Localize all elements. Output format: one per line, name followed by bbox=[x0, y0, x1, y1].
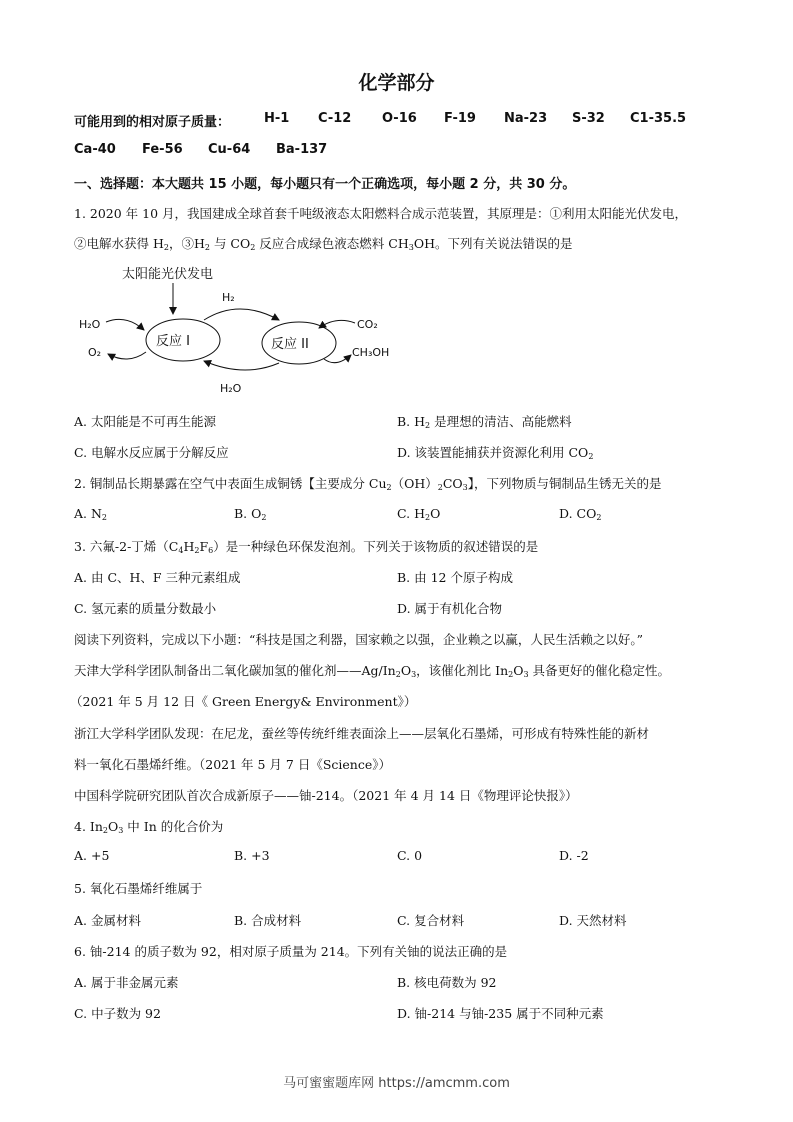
q5-stem: 5. 氧化石墨烯纤维属于 bbox=[74, 881, 203, 896]
q6-option-b[interactable]: B. 核电荷数为 92 bbox=[397, 975, 497, 990]
q2-option-d[interactable]: D. $CO_2$ bbox=[559, 506, 602, 522]
ch3oh-output-label: CH₃OH bbox=[352, 346, 390, 359]
solar-pv-label: 太阳能光伏发电 bbox=[122, 267, 214, 282]
q3-stem: 3. 六氟-2-丁烯$(C_4H_2F_6)$是一种绿色环保发泡剂。下列关于该物质的叙述错误的是 bbox=[74, 539, 539, 555]
mass-item: Fe-56 bbox=[142, 142, 183, 157]
section-heading: 一、选择题：本大题共 15 小题，每小题只有一个正确选项，每小题 2 分，共 30 分。 bbox=[74, 177, 576, 192]
q2-stem: 2. 铜制品长期暴露在空气中表面生成铜锈【主要成分 $Cu_2(OH)_2CO_3$】，下列物质与铜制品生锈无关的是 bbox=[74, 476, 662, 492]
q4-stem: 4. $In_2O_3$ 中 In 的化合价为 bbox=[74, 819, 224, 835]
reaction-2-label: 反应 II bbox=[271, 337, 309, 352]
reading-line-4: 浙江大学科学团队发现：在尼龙，蚕丝等传统纤维表面涂上——层氧化石墨烯，可形成有特殊性能的新材 bbox=[74, 726, 650, 741]
q5-option-d[interactable]: D. 天然材料 bbox=[559, 913, 627, 928]
h2-top-label: H₂ bbox=[222, 291, 235, 304]
q5-option-c[interactable]: C. 复合材料 bbox=[397, 913, 465, 928]
q1-stem-line2: ②电解水获得 $H_2$，$③H_2$ 与 $CO_2$ 反应合成绿色液态燃料 $CH_3OH$。下列有关说法错误的是 bbox=[74, 236, 573, 252]
mass-item: H-1 bbox=[264, 111, 290, 126]
q4-option-b[interactable]: B. +3 bbox=[234, 848, 270, 863]
q6-stem: 6. 铀-214 的质子数为 92，相对原子质量为 214。下列有关铀的说法正确的是 bbox=[74, 944, 508, 959]
q1-option-c[interactable]: C. 电解水反应属于分解反应 bbox=[74, 445, 229, 460]
reading-line-6: 中国科学院研究团队首次合成新原子——铀-214。（2021 年 4 月 14 日《物理评论快报》） bbox=[74, 788, 578, 803]
mass-item: C1-35.5 bbox=[630, 111, 687, 126]
q3-option-b[interactable]: B. 由 12 个原子构成 bbox=[397, 570, 513, 585]
reading-line-5: 料一氧化石墨烯纤维。（2021 年 5 月 7 日《Science》） bbox=[74, 757, 391, 772]
q6-option-c[interactable]: C. 中子数为 92 bbox=[74, 1006, 161, 1021]
h2o-return-arrow bbox=[204, 361, 279, 370]
atomic-masses-label: 可能用到的相对原子质量： bbox=[74, 115, 231, 130]
q4-option-d[interactable]: D. -2 bbox=[559, 848, 589, 863]
atomic-masses-row-1 bbox=[74, 111, 724, 131]
mass-item: S-32 bbox=[572, 111, 605, 126]
reaction-1-label: 反应 I bbox=[156, 334, 190, 349]
mass-item: Ba-137 bbox=[276, 142, 328, 157]
q1-stem-line1: 1. 2020 年 10 月，我国建成全球首套千吨级液态太阳燃料合成示范装置，其原理是：①利用太阳能光伏发电， bbox=[74, 206, 688, 221]
h2o-input-label: H₂O bbox=[79, 318, 101, 331]
q4-option-c[interactable]: C. 0 bbox=[397, 848, 423, 863]
q6-option-a[interactable]: A. 属于非金属元素 bbox=[74, 975, 179, 990]
mass-item: Cu-64 bbox=[208, 142, 251, 157]
atomic-masses-row-2 bbox=[74, 142, 724, 162]
mass-item: O-16 bbox=[382, 111, 417, 126]
h2o-bottom-label: H₂O bbox=[220, 382, 242, 395]
co2-input-arrow bbox=[319, 320, 355, 328]
co2-input-label: CO₂ bbox=[357, 318, 378, 331]
q2-option-a[interactable]: A. $N_2$ bbox=[74, 506, 108, 522]
h2-arrow bbox=[204, 309, 279, 320]
q5-option-b[interactable]: B. 合成材料 bbox=[234, 913, 302, 928]
q2-option-c[interactable]: C. $H_2O$ bbox=[397, 506, 441, 522]
q2-option-b[interactable]: B. $O_2$ bbox=[234, 506, 267, 522]
o2-output-arrow bbox=[108, 352, 146, 359]
reading-line-1: 阅读下列资料，完成以下小题：“科技是国之利器，国家赖之以强，企业赖之以赢，人民生活赖之以好。” bbox=[74, 632, 644, 647]
q5-option-a[interactable]: A. 金属材料 bbox=[74, 913, 141, 928]
page-title: 化学部分 bbox=[358, 72, 435, 94]
q3-option-c[interactable]: C. 氢元素的质量分数最小 bbox=[74, 601, 217, 616]
footer-watermark[interactable]: 马可蜜蜜题库网 https://amcmm.com bbox=[283, 1076, 510, 1091]
q1-option-d[interactable]: D. 该装置能捕获并资源化利用 $CO_2$ bbox=[397, 445, 594, 461]
mass-item: C-12 bbox=[318, 111, 352, 126]
reading-line-3: （2021 年 5 月 12 日《 Green Energy& Environment》） bbox=[70, 694, 417, 709]
o2-output-label: O₂ bbox=[88, 346, 102, 359]
mass-item: Ca-40 bbox=[74, 142, 116, 157]
q3-option-a[interactable]: A. 由 C、H、F 三种元素组成 bbox=[74, 570, 241, 585]
q4-option-a[interactable]: A. +5 bbox=[74, 848, 110, 863]
q1-option-a[interactable]: A. 太阳能是不可再生能源 bbox=[74, 414, 216, 429]
h2o-input-arrow bbox=[106, 319, 144, 330]
mass-item: F-19 bbox=[444, 111, 476, 126]
reaction-diagram bbox=[74, 262, 434, 402]
q3-option-d[interactable]: D. 属于有机化合物 bbox=[397, 601, 503, 616]
q6-option-d[interactable]: D. 铀-214 与铀-235 属于不同种元素 bbox=[397, 1006, 604, 1021]
q1-option-b[interactable]: B. $H_2$ 是理想的清洁、高能燃料 bbox=[397, 414, 572, 430]
mass-item: Na-23 bbox=[504, 111, 548, 126]
reading-line-2: 天津大学科学团队制备出二氧化碳加氢的催化剂$——Ag/In_2O_3$，该催化剂比 $In_2O_3$ 具备更好的催化稳定性。 bbox=[74, 663, 671, 679]
